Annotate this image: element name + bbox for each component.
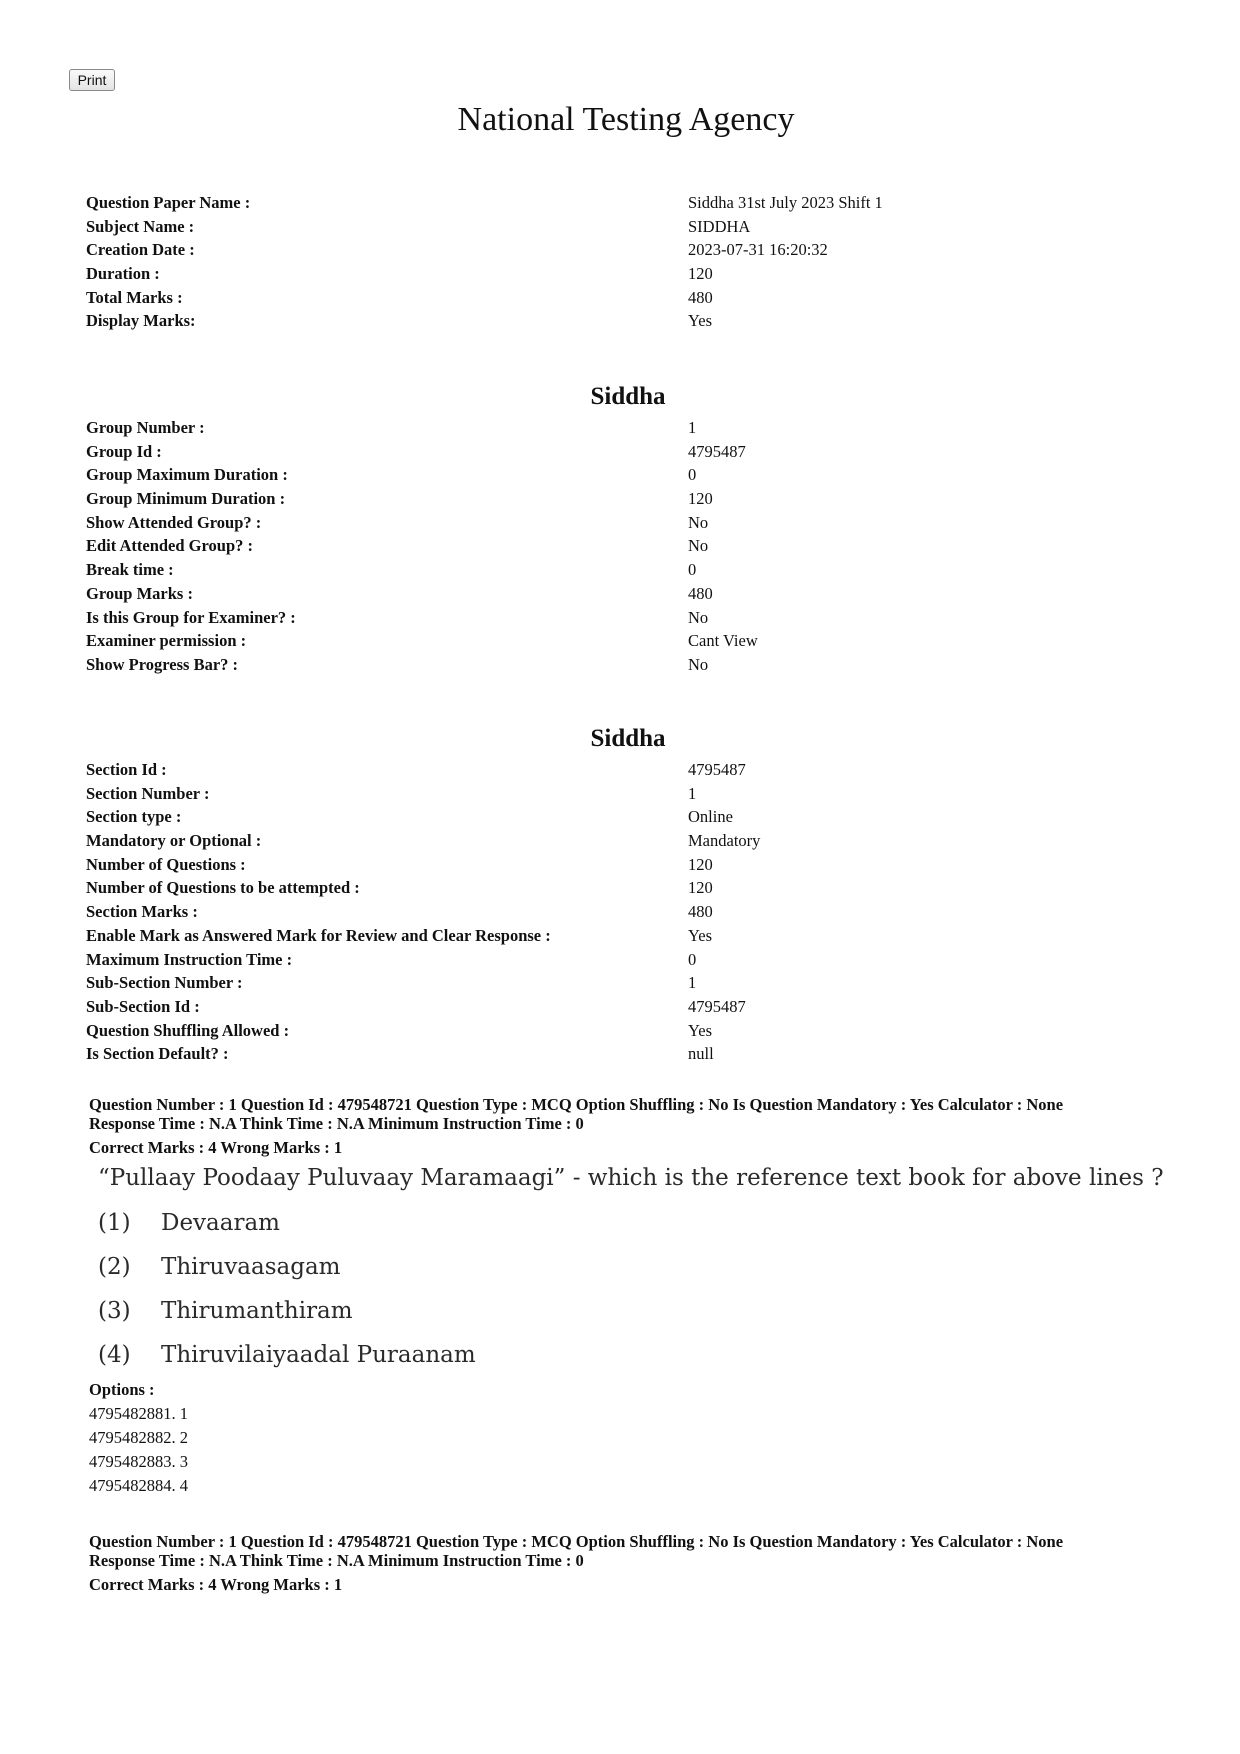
table-row bbox=[86, 559, 758, 583]
field-value: No bbox=[688, 607, 709, 627]
field-value: Cant View bbox=[688, 631, 758, 651]
table-row bbox=[86, 630, 758, 654]
field-value: 480 bbox=[688, 583, 713, 603]
field-value: null bbox=[688, 1044, 714, 1064]
field-label: Group Id : bbox=[86, 441, 162, 461]
table-row bbox=[86, 972, 760, 996]
field-label: Enable Mark as Answered Mark for Review and Clear Response : bbox=[86, 925, 551, 945]
field-label: Question Shuffling Allowed : bbox=[86, 1020, 290, 1040]
table-row bbox=[86, 239, 883, 263]
table-row bbox=[86, 759, 760, 783]
field-value: SIDDHA bbox=[688, 216, 751, 236]
table-row bbox=[86, 925, 760, 949]
field-label: Show Attended Group? : bbox=[86, 512, 262, 532]
table-row bbox=[86, 949, 760, 973]
table-row bbox=[86, 854, 760, 878]
field-value: 480 bbox=[688, 287, 713, 307]
paper-info-table bbox=[86, 192, 883, 334]
options-list bbox=[89, 1378, 188, 1498]
table-row bbox=[86, 996, 760, 1020]
option-id: 4795482884. 4 bbox=[89, 1476, 188, 1495]
table-row bbox=[86, 1020, 760, 1044]
table-row bbox=[86, 783, 760, 807]
table-row bbox=[86, 1043, 760, 1067]
page-title: National Testing Agency bbox=[457, 101, 795, 138]
question-choice bbox=[98, 1289, 1208, 1333]
table-row bbox=[86, 512, 758, 536]
question-meta-line: Response Time : N.A Think Time : N.A Minimum Instruction Time : 0 bbox=[89, 1114, 584, 1133]
field-label: Section Number : bbox=[86, 783, 210, 803]
table-row bbox=[86, 192, 883, 216]
field-value: 1 bbox=[688, 783, 697, 803]
field-label: Maximum Instruction Time : bbox=[86, 949, 293, 969]
field-value: Yes bbox=[688, 1020, 713, 1040]
field-label: Display Marks: bbox=[86, 311, 196, 331]
table-row bbox=[86, 417, 758, 441]
choice-number: (2) bbox=[98, 1254, 131, 1280]
field-value: 0 bbox=[688, 560, 697, 580]
choice-number: (1) bbox=[98, 1210, 131, 1236]
field-label: Break time : bbox=[86, 560, 174, 580]
field-label: Subject Name : bbox=[86, 216, 195, 236]
choice-text: Thiruvilaiyaadal Puraanam bbox=[161, 1342, 476, 1368]
field-label: Number of Questions : bbox=[86, 854, 246, 874]
field-label: Duration : bbox=[86, 264, 160, 284]
field-label: Question Paper Name : bbox=[86, 193, 251, 212]
option-id: 4795482883. 3 bbox=[89, 1452, 188, 1471]
field-value: Mandatory bbox=[688, 831, 761, 851]
field-label: Group Minimum Duration : bbox=[86, 489, 286, 509]
field-label: Creation Date : bbox=[86, 240, 195, 260]
field-label: Mandatory or Optional : bbox=[86, 831, 262, 851]
print-button[interactable]: Print bbox=[69, 69, 115, 91]
table-row bbox=[86, 830, 760, 854]
field-label: Total Marks : bbox=[86, 287, 183, 307]
table-row bbox=[86, 607, 758, 631]
field-value: Online bbox=[688, 807, 733, 827]
table-row bbox=[86, 583, 758, 607]
choice-text: Devaaram bbox=[161, 1210, 280, 1236]
table-row bbox=[86, 464, 758, 488]
field-label: Edit Attended Group? : bbox=[86, 536, 254, 556]
section-info-table bbox=[86, 759, 760, 1067]
field-label: Group Maximum Duration : bbox=[86, 465, 288, 485]
field-value: No bbox=[688, 536, 709, 556]
field-label: Show Progress Bar? : bbox=[86, 654, 239, 674]
table-row bbox=[86, 535, 758, 559]
choice-text: Thirumanthiram bbox=[161, 1298, 353, 1324]
options-label: Options : bbox=[89, 1380, 155, 1399]
option-id: 4795482882. 2 bbox=[89, 1428, 188, 1447]
field-label: Section Marks : bbox=[86, 902, 198, 922]
field-value: Yes bbox=[688, 311, 713, 331]
group-info-table bbox=[86, 417, 758, 678]
choice-number: (3) bbox=[98, 1298, 131, 1324]
field-label: Group Number : bbox=[86, 418, 205, 437]
field-label: Number of Questions to be attempted : bbox=[86, 878, 360, 898]
table-row bbox=[86, 488, 758, 512]
table-row bbox=[86, 901, 760, 925]
field-label: Group Marks : bbox=[86, 583, 193, 603]
section-heading: Siddha bbox=[590, 725, 666, 752]
question-text: “Pullaay Poodaay Puluvaay Maramaagi” - which is the reference text book for above lines ? bbox=[98, 1165, 1164, 1191]
question-choice bbox=[98, 1245, 1208, 1289]
field-value: 120 bbox=[688, 854, 713, 874]
field-label: Section Id : bbox=[86, 760, 167, 779]
field-label: Examiner permission : bbox=[86, 631, 247, 651]
field-label: Sub-Section Number : bbox=[86, 973, 243, 993]
table-row bbox=[86, 654, 758, 678]
field-value: No bbox=[688, 654, 709, 674]
question-marks: Correct Marks : 4 Wrong Marks : 1 bbox=[89, 1575, 343, 1594]
question-marks: Correct Marks : 4 Wrong Marks : 1 bbox=[89, 1138, 343, 1157]
field-value: 120 bbox=[688, 264, 713, 284]
field-label: Section type : bbox=[86, 807, 182, 827]
question-meta-line: Response Time : N.A Think Time : N.A Minimum Instruction Time : 0 bbox=[89, 1551, 584, 1570]
question-choice bbox=[98, 1201, 1208, 1245]
question-meta-line: Question Number : 1 Question Id : 479548721 Question Type : MCQ Option Shuffling : No Is Question Mandatory : Yes Calculator : None bbox=[89, 1532, 1064, 1551]
table-row bbox=[86, 263, 883, 287]
field-value: 120 bbox=[688, 489, 713, 509]
field-value: 1 bbox=[688, 418, 697, 437]
table-row bbox=[86, 216, 883, 240]
table-row bbox=[86, 806, 760, 830]
choice-number: (4) bbox=[98, 1342, 131, 1368]
field-label: Sub-Section Id : bbox=[86, 996, 200, 1016]
field-value: 2023-07-31 16:20:32 bbox=[688, 240, 828, 260]
table-row bbox=[86, 441, 758, 465]
field-value: 0 bbox=[688, 949, 697, 969]
question-choice bbox=[98, 1333, 1208, 1377]
question-1-meta bbox=[89, 1095, 1209, 1157]
question-2-meta bbox=[89, 1532, 1209, 1594]
option-id: 4795482881. 1 bbox=[89, 1404, 188, 1423]
field-value: 120 bbox=[688, 878, 713, 898]
question-1-body bbox=[98, 1163, 1208, 1377]
field-value: 480 bbox=[688, 902, 713, 922]
question-meta-line: Question Number : 1 Question Id : 479548721 Question Type : MCQ Option Shuffling : No Is Question Mandatory : Yes Calculator : None bbox=[89, 1095, 1064, 1114]
field-value: Siddha 31st July 2023 Shift 1 bbox=[688, 193, 883, 212]
field-value: 0 bbox=[688, 465, 697, 485]
field-label: Is this Group for Examiner? : bbox=[86, 607, 296, 627]
field-value: No bbox=[688, 512, 709, 532]
field-label: Is Section Default? : bbox=[86, 1044, 229, 1064]
field-value: 4795487 bbox=[688, 996, 746, 1016]
field-value: Yes bbox=[688, 925, 713, 945]
table-row bbox=[86, 877, 760, 901]
field-value: 4795487 bbox=[688, 760, 746, 779]
table-row bbox=[86, 287, 883, 311]
table-row bbox=[86, 310, 883, 334]
group-heading: Siddha bbox=[590, 383, 666, 410]
field-value: 4795487 bbox=[688, 441, 746, 461]
field-value: 1 bbox=[688, 973, 697, 993]
choice-text: Thiruvaasagam bbox=[161, 1254, 341, 1280]
